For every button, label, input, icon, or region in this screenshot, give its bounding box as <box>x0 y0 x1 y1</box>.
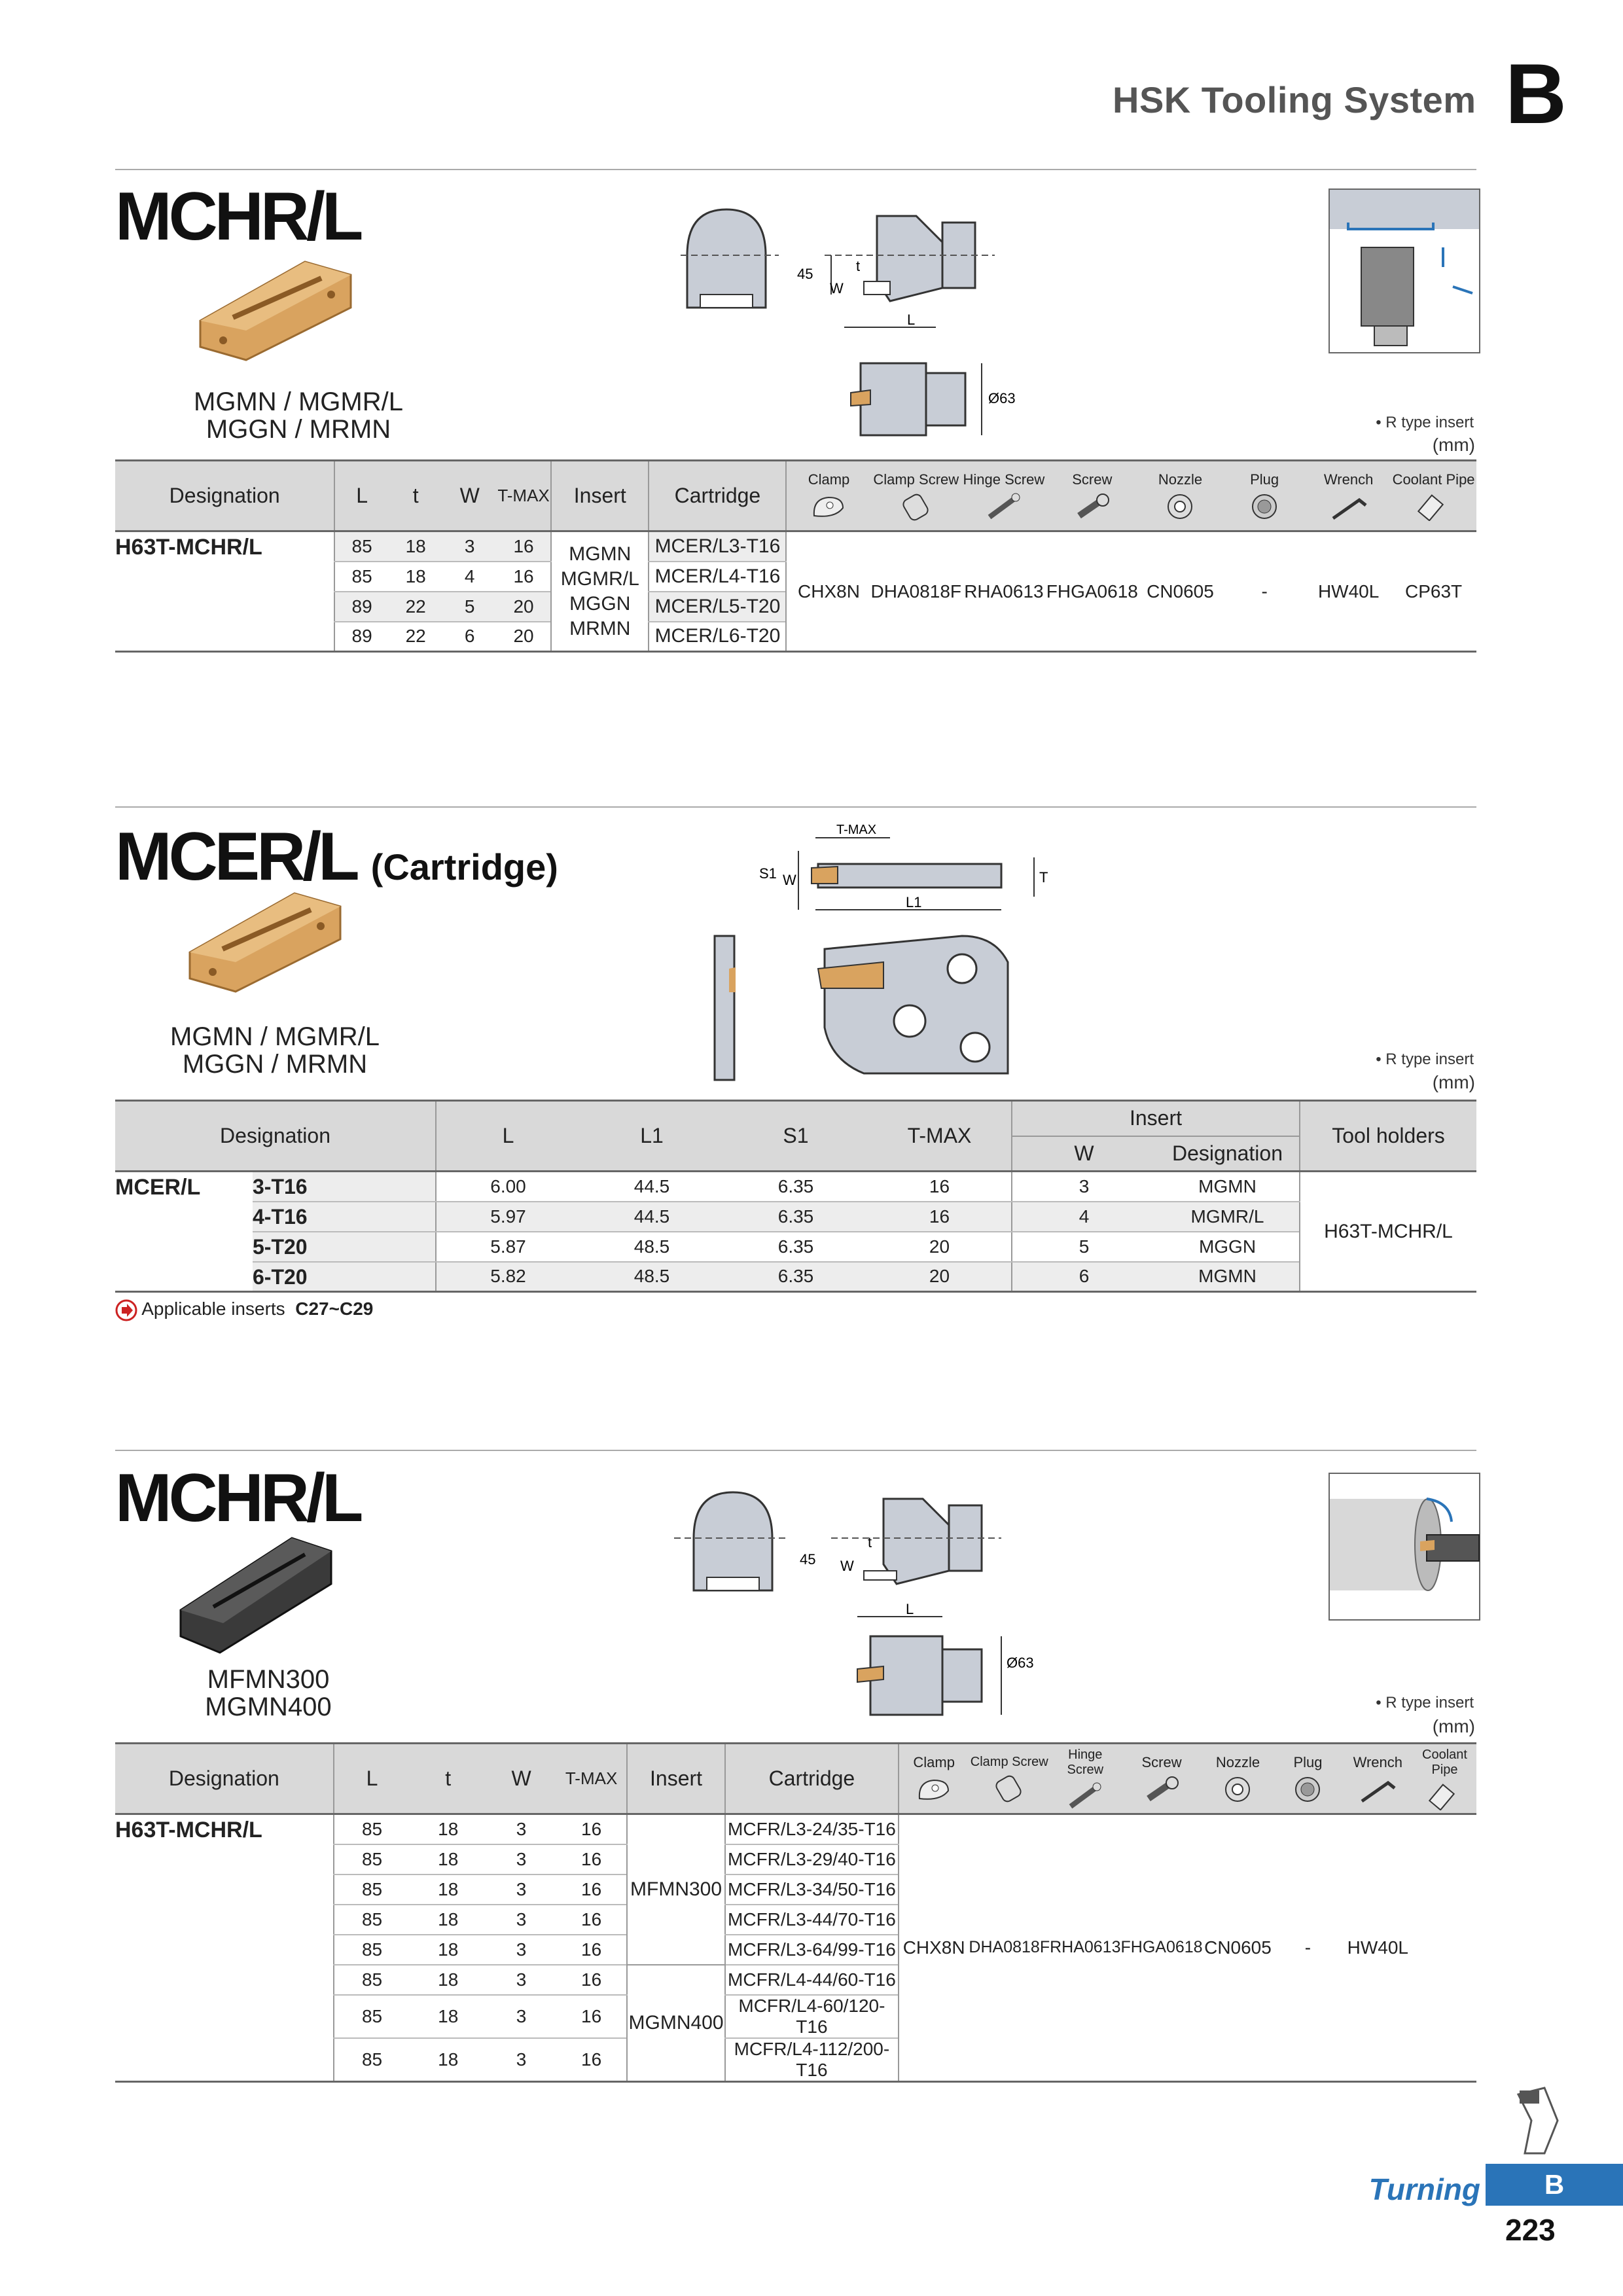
col-coolant-pipe: Coolant Pipe <box>1413 1744 1476 1814</box>
dim-tmax: T-MAX <box>836 823 877 837</box>
cell-code: 6-T20 <box>253 1262 436 1292</box>
dim-w: W <box>840 1558 854 1574</box>
cell-l: 85 <box>334 1814 410 1844</box>
cell-tmax: 16 <box>868 1172 1012 1202</box>
cell-w: 3 <box>486 1965 556 1995</box>
screw-icon <box>1142 1775 1181 1804</box>
cell-tmax: 16 <box>556 1905 627 1935</box>
col-insert: Insert <box>1012 1101 1300 1136</box>
cell-cartridge: MCFR/L3-24/35-T16 <box>725 1814 899 1844</box>
cell-l: 5.82 <box>436 1262 580 1292</box>
cell-t: 22 <box>389 622 443 652</box>
cell-s1: 6.35 <box>724 1262 868 1292</box>
dim-diameter: Ø63 <box>1007 1655 1034 1671</box>
dim-l: L <box>907 312 916 328</box>
cell-cartridge: MCFR/L3-44/70-T16 <box>725 1905 899 1935</box>
cell-l: 85 <box>334 531 389 562</box>
cell-cartridge: MCFR/L4-44/60-T16 <box>725 1965 899 1995</box>
cell-l: 89 <box>334 622 389 652</box>
cell-cartridge: MCER/L5-T20 <box>649 592 786 622</box>
dim-t: t <box>868 1534 872 1551</box>
insert-group-cell: MGMN400 <box>627 1965 725 2082</box>
cartridge-drawing <box>713 929 1014 1086</box>
arrow-circle-icon <box>115 1299 137 1321</box>
dim-w: W <box>783 872 796 888</box>
insert-name: MGMN / MGMR/L <box>194 387 403 416</box>
nozzle-icon <box>1218 1775 1257 1804</box>
col-w: W <box>486 1744 556 1814</box>
turning-tool-icon <box>1505 2081 1571 2160</box>
cell-t: 18 <box>389 562 443 592</box>
page-header-title: HSK Tooling System <box>1113 79 1476 120</box>
cell-l: 85 <box>334 1905 410 1935</box>
col-designation: Designation <box>115 1744 334 1814</box>
holder-drawing <box>668 1479 1047 1734</box>
cell-l: 89 <box>334 592 389 622</box>
cell-l1: 48.5 <box>580 1262 724 1292</box>
section1-table <box>115 459 1476 653</box>
col-wrench: Wrench <box>1306 461 1391 531</box>
insert-cell: MGMN MGMR/L MGGN MRMN <box>551 531 649 652</box>
clamp-icon <box>809 492 848 521</box>
cell-t: 18 <box>410 1874 486 1905</box>
clamp-screw-icon <box>897 492 936 521</box>
col-tmax: T-MAX <box>556 1744 627 1814</box>
col-cartridge: Cartridge <box>649 461 786 531</box>
insert-name: MGMN / MGMR/L <box>170 1022 380 1051</box>
cell-w: 5 <box>442 592 497 622</box>
acc-clamp-screw-value: DHA0818F <box>871 531 962 652</box>
col-l1: L1 <box>580 1101 724 1172</box>
cell-s1: 6.35 <box>724 1202 868 1232</box>
cartridge-dimension-drawing <box>746 818 1060 929</box>
designation-cell: H63T-MCHR/L <box>115 1814 334 2082</box>
dim-l: L <box>906 1601 914 1617</box>
section2-table <box>115 1100 1476 1293</box>
cell-tmax: 16 <box>497 531 551 562</box>
cell-tmax: 16 <box>556 1844 627 1874</box>
cell-insert: MGMR/L <box>1156 1202 1300 1232</box>
cell-cartridge: MCER/L3-T16 <box>649 531 786 562</box>
acc-plug-value: - <box>1222 531 1306 652</box>
cell-l1: 44.5 <box>580 1202 724 1232</box>
col-cartridge: Cartridge <box>725 1744 899 1814</box>
dim-diameter: Ø63 <box>988 390 1016 406</box>
col-tmax: T-MAX <box>868 1101 1012 1172</box>
cell-l: 85 <box>334 562 389 592</box>
col-s1: S1 <box>724 1101 868 1172</box>
col-screw: Screw <box>1046 461 1138 531</box>
col-insert: Insert <box>551 461 649 531</box>
col-screw: Screw <box>1121 1744 1203 1814</box>
cell-l: 5.87 <box>436 1232 580 1262</box>
cell-t: 18 <box>410 1814 486 1844</box>
cell-t: 18 <box>410 1935 486 1965</box>
holder-cell: H63T-MCHR/L <box>1300 1172 1476 1292</box>
cell-tmax: 16 <box>556 1965 627 1995</box>
cell-tmax: 16 <box>556 1935 627 1965</box>
unit-label: (mm) <box>1432 1072 1475 1092</box>
cell-t: 18 <box>410 2038 486 2082</box>
wrench-icon <box>1358 1775 1397 1804</box>
cell-w: 3 <box>1012 1172 1156 1202</box>
col-t: t <box>389 461 443 531</box>
clamp-icon <box>914 1775 954 1804</box>
cell-l: 85 <box>334 1844 410 1874</box>
cell-t: 18 <box>410 1844 486 1874</box>
acc-screw-value: FHGA0618 <box>1046 531 1138 652</box>
col-l: L <box>334 461 389 531</box>
cell-l: 85 <box>334 2038 410 2082</box>
col-nozzle: Nozzle <box>1203 1744 1274 1814</box>
coolant-pipe-icon <box>1414 492 1454 521</box>
col-hinge-screw: Hinge Screw <box>1050 1744 1120 1814</box>
col-clamp: Clamp <box>786 461 870 531</box>
cell-w: 4 <box>1012 1202 1156 1232</box>
acc-nozzle-value: CN0605 <box>1138 531 1222 652</box>
chapter-letter: B <box>1505 46 1567 141</box>
divider <box>115 169 1476 170</box>
cell-code: 4-T16 <box>253 1202 436 1232</box>
col-insert-w: W <box>1012 1136 1156 1172</box>
plug-icon <box>1288 1775 1327 1804</box>
cell-w: 3 <box>442 531 497 562</box>
insert-name: MGMN400 <box>205 1693 332 1721</box>
cell-l: 85 <box>334 1995 410 2038</box>
dim-w: W <box>830 280 844 296</box>
acc-clamp-screw-value: DHA0818F <box>969 1814 1050 2082</box>
wrench-icon <box>1329 492 1368 521</box>
cell-code: 3-T16 <box>253 1172 436 1202</box>
grooving-insert-dark-image <box>174 1532 344 1656</box>
designation-cell: H63T-MCHR/L <box>115 531 334 652</box>
col-wrench: Wrench <box>1343 1744 1413 1814</box>
holder-drawing <box>681 196 1047 445</box>
cell-w: 3 <box>486 1905 556 1935</box>
dim-angle: 45 <box>800 1551 816 1568</box>
acc-coolant-pipe-value <box>1413 1814 1476 2082</box>
section3-table <box>115 1742 1476 2083</box>
acc-wrench-value: HW40L <box>1343 1814 1413 2082</box>
cell-t: 18 <box>410 1995 486 2038</box>
col-insert-designation: Designation <box>1156 1136 1300 1172</box>
cell-tmax: 20 <box>497 622 551 652</box>
r-type-note: • R type insert <box>1376 1050 1474 1068</box>
cell-cartridge: MCFR/L3-64/99-T16 <box>725 1935 899 1965</box>
col-l: L <box>334 1744 410 1814</box>
cell-cartridge: MCER/L6-T20 <box>649 622 786 652</box>
acc-wrench-value: HW40L <box>1306 531 1391 652</box>
coolant-pipe-icon <box>1425 1782 1465 1810</box>
cell-l: 85 <box>334 1874 410 1905</box>
col-tmax: T-MAX <box>497 461 551 531</box>
cell-t: 18 <box>410 1905 486 1935</box>
cell-t: 18 <box>389 531 443 562</box>
unit-label: (mm) <box>1432 435 1475 455</box>
cell-tmax: 16 <box>868 1202 1012 1232</box>
col-designation: Designation <box>115 461 334 531</box>
footer-section-label: Turning <box>1368 2172 1480 2206</box>
section2-subtitle: (Cartridge) <box>370 846 558 888</box>
col-clamp: Clamp <box>899 1744 969 1814</box>
acc-coolant-pipe-value: CP63T <box>1391 531 1476 652</box>
col-insert: Insert <box>627 1744 725 1814</box>
application-illustration <box>1329 188 1480 353</box>
section1-title: MCHR/L <box>115 179 361 255</box>
cell-cartridge: MCFR/L4-112/200-T16 <box>725 2038 899 2082</box>
acc-plug-value: - <box>1273 1814 1342 2082</box>
cell-cartridge: MCER/L4-T16 <box>649 562 786 592</box>
cell-l: 85 <box>334 1935 410 1965</box>
cell-w: 4 <box>442 562 497 592</box>
clamp-screw-icon <box>990 1774 1029 1803</box>
col-clamp-screw: Clamp Screw <box>871 461 962 531</box>
acc-clamp-value: CHX8N <box>899 1814 969 2082</box>
col-designation: Designation <box>115 1101 436 1172</box>
cell-w: 6 <box>442 622 497 652</box>
cell-cartridge: MCFR/L3-34/50-T16 <box>725 1874 899 1905</box>
cell-tmax: 16 <box>556 1814 627 1844</box>
cell-w: 3 <box>486 1874 556 1905</box>
applicable-inserts-link[interactable]: Applicable inserts C27~C29 <box>115 1299 373 1321</box>
cell-tmax: 20 <box>868 1262 1012 1292</box>
insert-name: MGGN / MRMN <box>205 415 391 444</box>
cell-t: 18 <box>410 1965 486 1995</box>
acc-nozzle-value: CN0605 <box>1203 1814 1274 2082</box>
cell-l: 6.00 <box>436 1172 580 1202</box>
unit-label: (mm) <box>1432 1716 1475 1736</box>
cell-w: 3 <box>486 1935 556 1965</box>
section3-title: MCHR/L <box>115 1460 361 1536</box>
footer-section-tab: B <box>1486 2164 1623 2206</box>
cell-w: 3 <box>486 1995 556 2038</box>
dim-t: T <box>1039 869 1048 886</box>
col-clamp-screw: Clamp Screw <box>969 1744 1050 1814</box>
col-hinge-screw: Hinge Screw <box>961 461 1046 531</box>
col-coolant-pipe: Coolant Pipe <box>1391 461 1476 531</box>
dim-t: t <box>856 258 861 274</box>
cell-cartridge: MCFR/L4-60/120-T16 <box>725 1995 899 2038</box>
cell-l1: 44.5 <box>580 1172 724 1202</box>
col-plug: Plug <box>1273 1744 1342 1814</box>
col-w: W <box>442 461 497 531</box>
cell-tmax: 20 <box>497 592 551 622</box>
page-number: 223 <box>1505 2213 1556 2247</box>
prefix-cell: MCER/L <box>115 1172 253 1292</box>
screw-icon <box>1073 492 1112 521</box>
col-t: t <box>410 1744 486 1814</box>
cell-t: 22 <box>389 592 443 622</box>
dim-s1: S1 <box>759 865 777 882</box>
cell-insert: MGMN <box>1156 1172 1300 1202</box>
grooving-insert-image <box>194 249 364 367</box>
acc-screw-value: FHGA0618 <box>1121 1814 1203 2082</box>
cell-tmax: 16 <box>556 1995 627 2038</box>
hinge-screw-icon <box>984 492 1024 521</box>
cell-tmax: 16 <box>497 562 551 592</box>
section2-title: MCER/L (Cartridge) <box>115 819 558 895</box>
cell-w: 3 <box>486 1814 556 1844</box>
grooving-insert-image <box>183 880 353 998</box>
cell-insert: MGMN <box>1156 1262 1300 1292</box>
col-nozzle: Nozzle <box>1138 461 1222 531</box>
hinge-screw-icon <box>1065 1782 1105 1810</box>
cell-tmax: 16 <box>556 2038 627 2082</box>
r-type-note: • R type insert <box>1376 414 1474 431</box>
col-plug: Plug <box>1222 461 1306 531</box>
insert-name: MFMN300 <box>207 1665 330 1694</box>
cell-tmax: 20 <box>868 1232 1012 1262</box>
application-illustration <box>1329 1473 1480 1621</box>
r-type-note: • R type insert <box>1376 1694 1474 1712</box>
acc-clamp-value: CHX8N <box>786 531 870 652</box>
plug-icon <box>1245 492 1284 521</box>
nozzle-icon <box>1160 492 1200 521</box>
col-tool-holders: Tool holders <box>1300 1101 1476 1172</box>
cell-cartridge: MCFR/L3-29/40-T16 <box>725 1844 899 1874</box>
cell-s1: 6.35 <box>724 1172 868 1202</box>
cell-w: 3 <box>486 1844 556 1874</box>
cell-code: 5-T20 <box>253 1232 436 1262</box>
cell-w: 6 <box>1012 1262 1156 1292</box>
insert-name: MGGN / MRMN <box>182 1050 368 1079</box>
acc-hinge-screw-value: RHA0613 <box>961 531 1046 652</box>
dim-l1: L1 <box>906 894 922 910</box>
cell-insert: MGGN <box>1156 1232 1300 1262</box>
divider <box>115 806 1476 808</box>
cell-l1: 48.5 <box>580 1232 724 1262</box>
divider <box>115 1450 1476 1451</box>
cell-l: 5.97 <box>436 1202 580 1232</box>
dim-angle: 45 <box>797 266 813 282</box>
col-l: L <box>436 1101 580 1172</box>
cell-w: 5 <box>1012 1232 1156 1262</box>
acc-hinge-screw-value: RHA0613 <box>1050 1814 1120 2082</box>
insert-group-cell: MFMN300 <box>627 1814 725 1965</box>
cell-tmax: 16 <box>556 1874 627 1905</box>
cell-w: 3 <box>486 2038 556 2082</box>
cell-s1: 6.35 <box>724 1232 868 1262</box>
cell-l: 85 <box>334 1965 410 1995</box>
